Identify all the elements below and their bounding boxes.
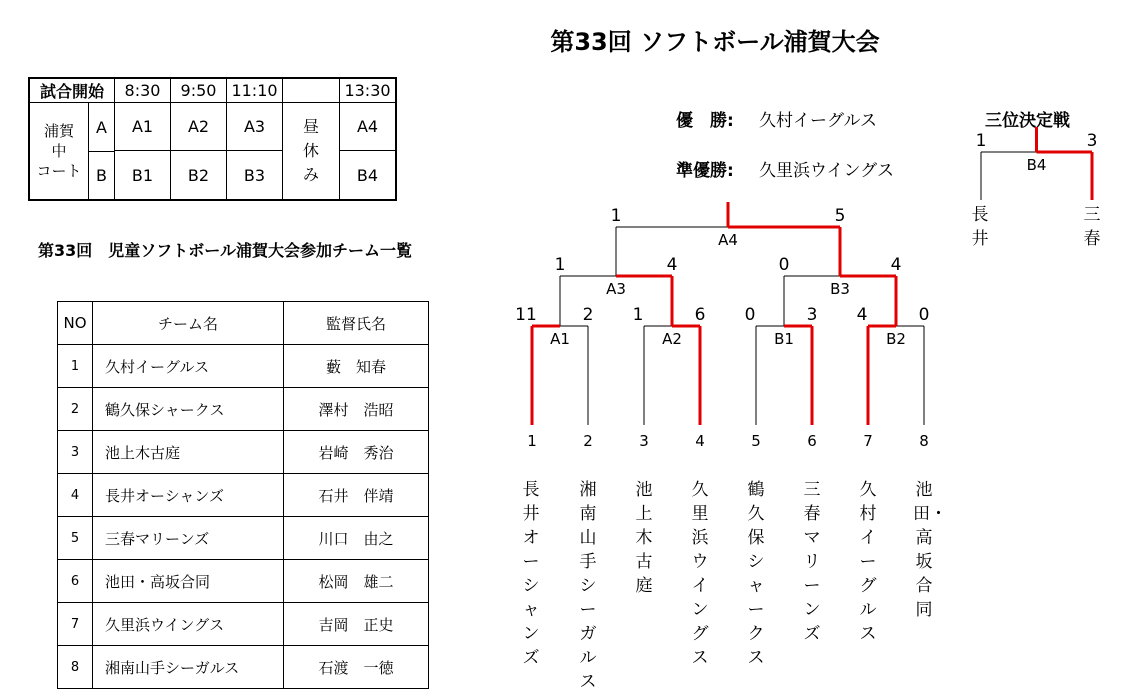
bracket-team-8: 池田・高坂合同: [913, 480, 947, 620]
game-a2: A2: [171, 103, 227, 151]
seed-number: 8: [919, 432, 929, 450]
row-no: 4: [58, 474, 93, 517]
row-team: 長井オーシャンズ: [93, 474, 284, 517]
row-team: 三春マリーンズ: [93, 517, 284, 560]
score: 4: [856, 305, 868, 325]
row-team: 久村イーグルス: [93, 345, 284, 388]
score: 1: [610, 206, 622, 226]
court-a: A: [89, 103, 114, 152]
score: 5: [834, 206, 846, 226]
bracket-team-2: 湘南山手シーガルス: [579, 480, 597, 692]
bracket-team-4: 久里浜ウイングス: [691, 480, 709, 668]
row-no: 2: [58, 388, 93, 431]
row-no: 3: [58, 431, 93, 474]
runner-up-label: 準優勝:: [676, 161, 734, 181]
row-no: 6: [58, 560, 93, 603]
winner-name: 久村イーグルス: [759, 111, 877, 131]
row-no: 5: [58, 517, 93, 560]
bracket-team-7: 久村イーグルス: [859, 480, 877, 644]
row-coach: 川口 由之: [284, 517, 429, 560]
score: 0: [778, 255, 790, 275]
score: 4: [890, 255, 902, 275]
winner-label: 優 勝:: [676, 111, 734, 131]
bracket-team-1: 長井オーシャンズ: [522, 480, 540, 668]
lunch-break: 昼 休 み: [283, 103, 340, 201]
game-a4: A4: [340, 103, 397, 151]
seed-number: 6: [807, 432, 817, 450]
row-coach: 石井 伴靖: [284, 474, 429, 517]
third-team-right: 三春: [1083, 205, 1101, 249]
row-no: 1: [58, 345, 93, 388]
third-team-left: 長井: [971, 205, 989, 249]
game-label: A1: [550, 330, 570, 348]
team-list-title: 第33回 児童ソフトボール浦賀大会参加チーム一覧: [38, 241, 412, 260]
game-label: A4: [718, 231, 738, 249]
game-label: B2: [886, 330, 906, 348]
score: 4: [666, 255, 678, 275]
row-coach: 松岡 雄二: [284, 560, 429, 603]
seed-number: 2: [583, 432, 593, 450]
game-b2: B2: [171, 151, 227, 200]
start-label: 試合開始: [29, 78, 115, 103]
bracket-lines: [560, 152, 1037, 425]
game-b3: B3: [227, 151, 283, 200]
page-title: 第33回 ソフトボール浦賀大会: [550, 28, 880, 56]
row-coach: 藪 知春: [284, 345, 429, 388]
score: 0: [918, 305, 930, 325]
game-label: A3: [606, 280, 626, 298]
seed-number: 4: [695, 432, 705, 450]
row-no: 8: [58, 646, 93, 689]
row-team: 湘南山手シーガルス: [93, 646, 284, 689]
row-coach: 石渡 一徳: [284, 646, 429, 689]
seed-number: 1: [527, 432, 537, 450]
game-label: B1: [774, 330, 794, 348]
score: 3: [1086, 131, 1098, 151]
row-team: 鶴久保シャークス: [93, 388, 284, 431]
header-team: チーム名: [93, 302, 284, 345]
score: 1: [554, 255, 566, 275]
bracket-team-5: 鶴久保シャークス: [747, 480, 765, 668]
game-b4: B4: [340, 151, 397, 200]
court-label: 浦賀 中 コート: [30, 103, 89, 199]
seed-number: 3: [639, 432, 649, 450]
seed-number: 5: [751, 432, 761, 450]
game-a1: A1: [115, 103, 171, 151]
time-2: 9:50: [171, 78, 227, 103]
time-5: 13:30: [340, 78, 397, 103]
seed-number: 7: [863, 432, 873, 450]
game-label: B3: [830, 280, 850, 298]
bracket-team-3: 池上木古庭: [635, 480, 653, 596]
score: 1: [632, 305, 644, 325]
score: 3: [806, 305, 818, 325]
time-3: 11:10: [227, 78, 283, 103]
row-coach: 澤村 浩昭: [284, 388, 429, 431]
bracket-labels: [515, 131, 1097, 450]
score: 1: [975, 131, 987, 151]
game-b1: B1: [115, 151, 171, 200]
runner-up-name: 久里浜ウイングス: [759, 161, 894, 181]
header-no: NO: [58, 302, 93, 345]
game-label: A2: [662, 330, 682, 348]
row-team: 池上木古庭: [93, 431, 284, 474]
row-coach: 吉岡 正史: [284, 603, 429, 646]
game-a3: A3: [227, 103, 283, 151]
bracket-team-6: 三春マリーンズ: [803, 480, 821, 644]
score: 11: [515, 305, 537, 325]
score: 6: [694, 305, 706, 325]
court-b: B: [96, 166, 107, 185]
row-coach: 岩崎 秀治: [284, 431, 429, 474]
row-team: 久里浜ウイングス: [93, 603, 284, 646]
score: 0: [744, 305, 756, 325]
row-no: 7: [58, 603, 93, 646]
third-place-title: 三位決定戦: [985, 111, 1070, 131]
game-label: B4: [1026, 156, 1047, 174]
header-coach: 監督氏名: [284, 302, 429, 345]
row-team: 池田・高坂合同: [93, 560, 284, 603]
score: 2: [582, 305, 594, 325]
time-1: 8:30: [115, 78, 171, 103]
